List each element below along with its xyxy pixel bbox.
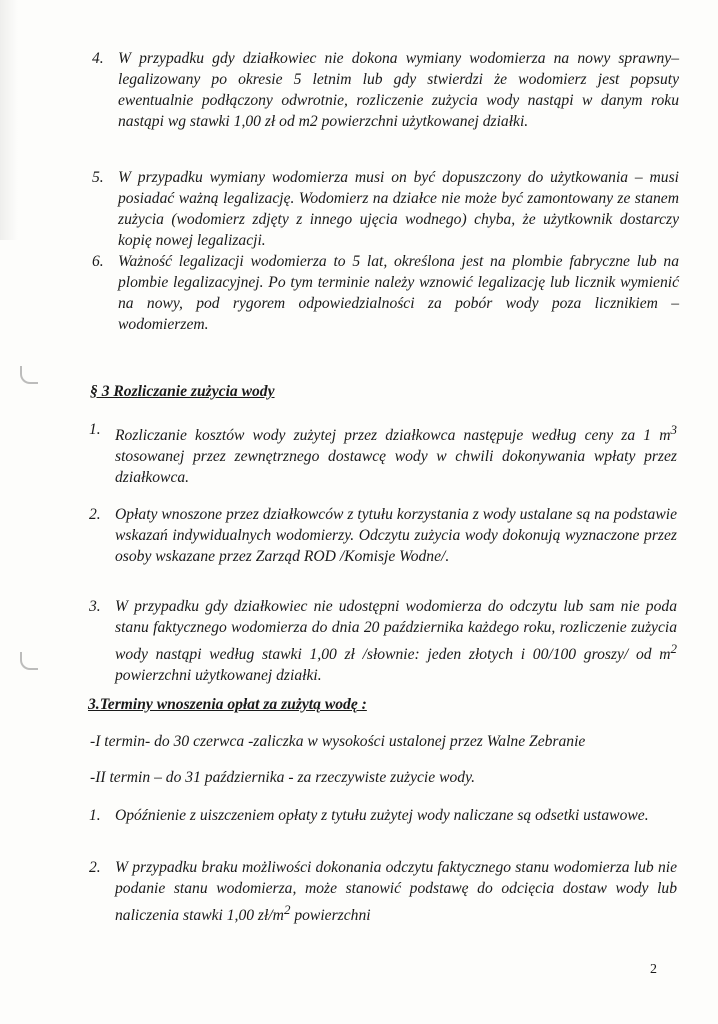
list-item — [89, 857, 677, 926]
item-text: W przypadku gdy działkowiec nie udostępni wodomierza do odczytu lub sam nie poda stanu faktycznego wodomierza do dnia 20 października każdego roku, rozliczenie zużycia wody nastąpi według stawki 1,00 zł /słownie: jeden złotych i 00/100 groszy/ od m — [115, 598, 677, 664]
list-item — [89, 419, 677, 488]
item-text: Rozliczanie kosztów wody zużytej przez działkowca następuje według ceny za 1 m — [115, 427, 671, 445]
superscript: 2 — [670, 641, 677, 656]
item-text: powierzchni — [290, 907, 371, 925]
item-text: Opóźnienie z uiszczeniem opłaty z tytułu zużytej wody naliczane są odsetki ustawowe. — [115, 807, 649, 824]
item-number: 1. — [89, 421, 101, 438]
superscript: 2 — [283, 902, 291, 917]
item-text: stosowanej przez zewnętrznego dostawcę wody w chwili dokonywania wpłaty przez działkowca. — [115, 448, 677, 487]
list-item — [89, 596, 677, 686]
item-number: 6. — [92, 253, 104, 270]
term-line: -I termin- do 30 czerwca -zaliczka w wysokości ustalonej przez Walne Zebranie — [90, 733, 586, 750]
section-heading: § 3 Rozliczanie zużycia wody — [90, 383, 275, 400]
item-text: W przypadku wymiany wodomierza musi on być dopuszczony do użytkowania – musi posiadać ważną legalizację. Wodomierz na działce nie może być zamontowany ze stanem zużycia (wodomierz zdjęty z innego ujęcia wodnego) chyba, że użytkownik dostarczy kopię nowej legalizacji. — [118, 169, 679, 249]
item-text: W przypadku braku możliwości dokonania odczytu faktycznego stanu wodomierza lub nie podanie stanu wodomierza, może stanowić podstawę do odcięcia dostaw wody lub naliczenia stawki 1,00 zł/m — [115, 859, 677, 925]
list-item — [92, 251, 679, 335]
list-item — [92, 48, 679, 132]
superscript: 3 — [670, 422, 677, 437]
item-number: 5. — [92, 169, 104, 186]
list-item — [89, 805, 677, 826]
item-text: W przypadku gdy działkowiec nie dokona wymiany wodomierza na nowy sprawny– legalizowany po okresie 5 letnim lub gdy stwierdzi że wodomierz jest popsuty ewentualnie podłączony odwrotnie, rozliczenie zużycia wody nastąpi w danym roku nastąpi wg stawki 1,00 zł od m2 powierzchni użytkowanej działki. — [118, 50, 679, 130]
item-number: 4. — [92, 50, 104, 67]
term-line: -II termin – do 31 października - za rzeczywiste zużycie wody. — [90, 769, 476, 786]
terms-heading: 3.Terminy wnoszenia opłat za zużytą wodę : — [88, 696, 367, 713]
list-item — [89, 504, 677, 567]
item-text: powierzchni użytkowanej działki. — [115, 667, 322, 685]
item-number: 1. — [89, 807, 101, 824]
item-number: 3. — [89, 598, 101, 615]
scan-edge-shadow — [0, 0, 18, 240]
list-item — [92, 167, 679, 251]
item-text: Ważność legalizacji wodomierza to 5 lat, określona jest na plombie fabryczne lub na plombie legalizacyjnej. Po tym terminie należy wznowić legalizację lub licznik wymienić na nowy, pod rygorem odpowiedzialności za pobór wody poza licznikiem – wodomierzem. — [118, 253, 679, 333]
binder-hole-mark — [20, 366, 38, 384]
page-number: 2 — [650, 962, 657, 977]
item-number: 2. — [89, 859, 101, 876]
binder-hole-mark — [20, 652, 38, 670]
item-number: 2. — [89, 506, 101, 523]
item-text: Opłaty wnoszone przez działkowców z tytułu korzystania z wody ustalane są na podstawie wskazań indywidualnych wodomierzy. Odczytu zużycia wody dokonują wyznaczone przez osoby wskazane przez Zarząd ROD /Komisje Wodne/. — [115, 506, 677, 565]
